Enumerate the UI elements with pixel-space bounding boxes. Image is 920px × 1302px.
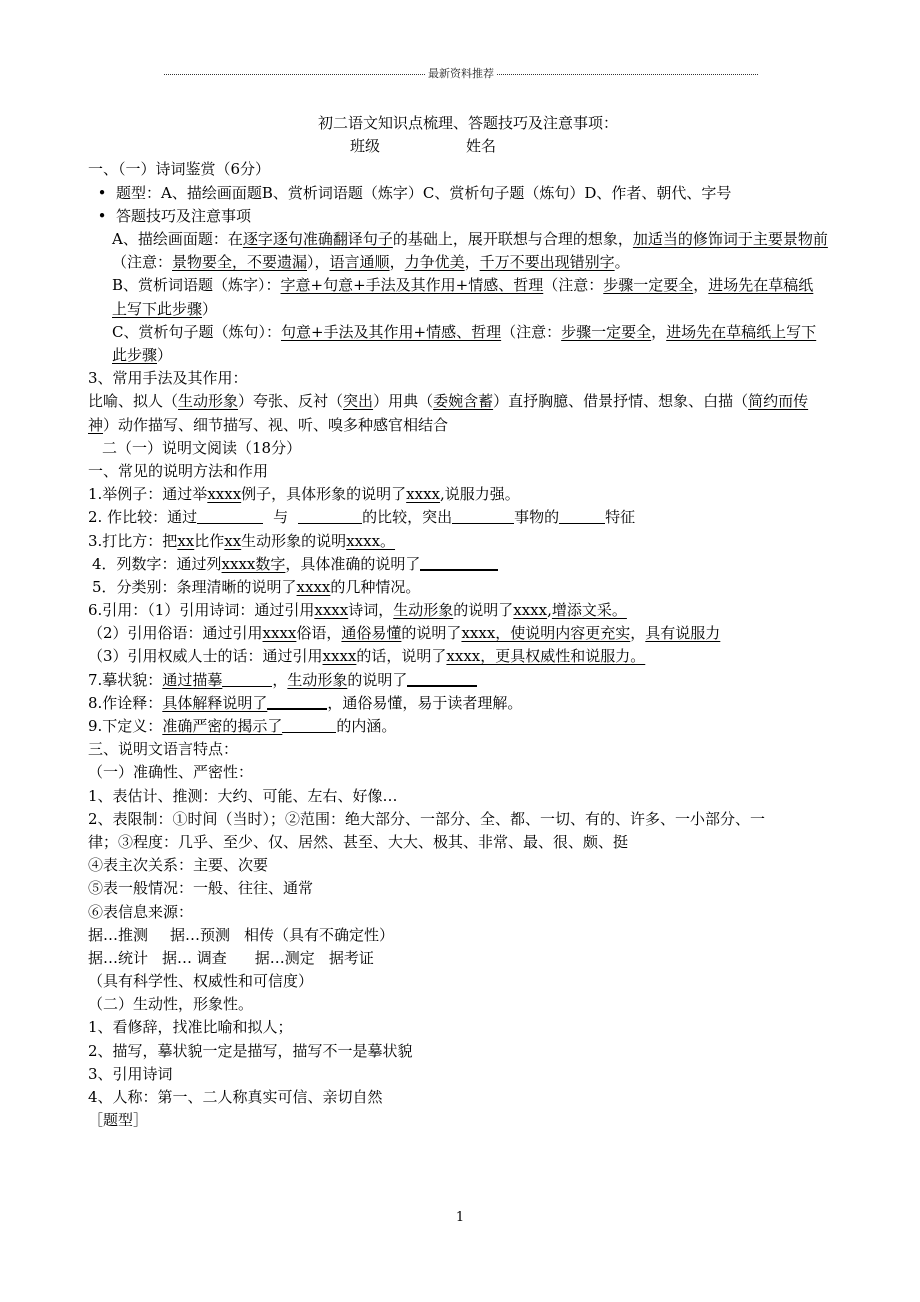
method-explain: 8.作诠释：具体解释说明了 ，通俗易懂，易于读者理解。 [88,693,523,712]
blank [298,509,362,524]
lang-accuracy: （一）准确性、严密性： [88,763,254,782]
section-techniques: 3、常用手法及其作用： [88,369,248,388]
section-poetry: 一、（一）诗词鉴赏（6分） [88,160,271,179]
lang-limit-cont: 律；③程度：几乎、至少、仅、居然、甚至、大大、极其、非常、最、很、颇、挺 [88,832,629,851]
paragraph-b: B、赏析词语题（炼字）：字意+句意+手法及其作用+情感、哲理（注意：步骤一定要全，进场先在草稿纸上写下此步骤） [112,276,814,318]
blank [267,694,327,710]
bullet-icon: • [97,206,107,225]
name-label: 姓名 [466,137,497,156]
lang-describe: 2、描写，摹状貌一定是描写，描写不一是摹状貌 [88,1041,413,1060]
method-classify: 5．分类别：条理清晰的说明了xxxx的几种情况。 [92,577,421,596]
blank [197,509,263,524]
class-label: 班级 [350,137,381,156]
lang-quote: 3、引用诗词 [88,1064,173,1083]
header-dots-right [497,74,758,75]
lang-person: 4、人称：第一、二人称真实可信、亲切自然 [88,1088,383,1106]
method-compare: 2. 作比较：通过 与 的比较，突出 事物的 特征 [88,508,636,527]
method-define: 9.下定义：准确严密的揭示了 的内涵。 [88,717,397,735]
bullet-text: 题型：A、描绘画面题B、赏析词语题（炼字）C、赏析句子题（炼句）D、作者、朝代、字号 [116,183,732,202]
blank [282,718,336,733]
section-language: 三、说明文语言特点： [88,740,239,759]
header-text: 最新资料推荐 [428,67,494,80]
page-header [164,64,758,82]
blank [420,555,498,571]
question-types-label: ［题型］ [88,1111,149,1130]
section-expository: 二（一）说明文阅读（18分） [102,438,302,457]
method-example: 1.举例子：通过举xxxx例子，具体形象的说明了xxxx,说服力强。 [88,485,520,504]
bullet-icon: • [97,183,107,202]
document-body [88,112,828,1132]
page-number: 1 [455,1210,465,1225]
blank [559,509,605,524]
lang-primary: ④表主次关系：主要、次要 [88,856,269,875]
blank [222,672,272,687]
lang-source-uncertain: 据…推测 据…预测 相传（具有不确定性） [88,925,395,944]
section-methods: 一、常见的说明方法和作用 [88,461,269,480]
lang-source: ⑥表信息来源： [88,902,194,921]
header-dots-left [164,74,425,75]
method-quote-saying: （2）引用俗语：通过引用xxxx俗语，通俗易懂的说明了xxxx，使说明内容更充实，具有说服力 [88,624,721,643]
lang-general: ⑤表一般情况：一般、往往、通常 [88,879,314,898]
method-numbers: 4．列数字：通过列xxxx数字，具体准确的说明了 [88,553,828,576]
lang-vivid: （二）生动性，形象性。 [88,995,254,1014]
blank [452,509,514,524]
method-describe: 7.摹状貌：通过描摹 ，生动形象的说明了 [88,669,828,692]
blank [407,671,477,687]
method-quote-poem: 6.引用：（1）引用诗词：通过引用xxxx诗词，生动形象的说明了xxxx,增添文采。 [88,601,627,620]
bullet-tips [88,205,828,228]
doc-title: 初二语文知识点梳理、答题技巧及注意事项： [317,114,618,132]
paragraph-techniques: 比喻、拟人（生动形象）夸张、反衬（突出）用典（委婉含蓄）直抒胸臆、借景抒情、想象、白描（简约而传神）动作描写、细节描写、视、听、嗅多种感官相结合 [88,392,809,434]
method-metaphor: 3.打比方：把xx比作xx生动形象的说明xxxx。 [88,531,396,550]
bullet-text: 答题技巧及注意事项 [116,206,252,225]
lang-source-certain: 据…统计 据… 调查 据…测定 据考证 [88,948,374,967]
lang-limit: 2、表限制：①时间（当时）；②范围：绝大部分、一部分、全、都、一切、有的、许多、一小部分、一 [88,809,766,828]
bullet-question-types [88,182,828,205]
paragraph-a: A、描绘画面题：在逐字逐句准确翻译句子的基础上，展开联想与合理的想象，加适当的修饰词于主要景物前（注意：景物要全，不要遗漏），语言通顺，力争优美，千万不要出现错别字。 [112,229,828,272]
lang-source-note: （具有科学性、权威性和可信度） [88,972,314,991]
lang-rhetoric: 1、看修辞，找准比喻和拟人； [88,1018,293,1037]
paragraph-c: C、赏析句子题（炼句）：句意+手法及其作用+情感、哲理（注意：步骤一定要全，进场先在草稿纸上写下此步骤） [112,322,817,364]
lang-estimate: 1、表估计、推测：大约、可能、左右、好像… [88,786,398,805]
class-name-row [88,135,828,158]
method-quote-authority: （3）引用权威人士的话：通过引用xxxx的话，说明了xxxx，更具权威性和说服力。 [88,647,646,666]
